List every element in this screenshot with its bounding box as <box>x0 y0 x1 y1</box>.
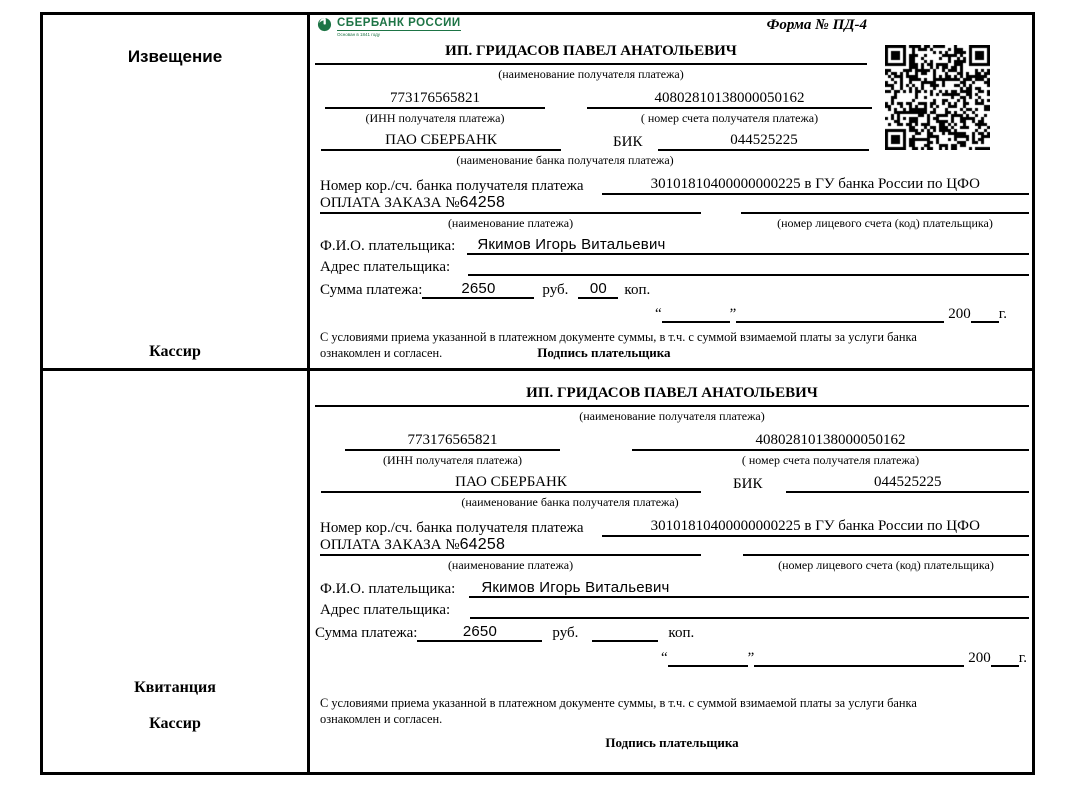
close-quote: ” <box>747 650 755 666</box>
year-prefix: 200 <box>948 306 971 322</box>
account-field: 40802810138000050162 <box>632 431 1029 451</box>
open-quote: “ <box>660 650 668 666</box>
agreement-line2: ознакомлен и согласен. <box>320 712 443 726</box>
close-quote: ” <box>729 306 737 322</box>
order-number-field: 64258 <box>459 536 506 553</box>
amount-kop-field: 00 <box>578 280 618 299</box>
notice-stub-column <box>43 15 310 371</box>
order-number-field: 64258 <box>459 194 506 211</box>
personal-account-caption: (номер лицевого счета (код) плательщика) <box>778 558 994 572</box>
payee-name-field: ИП. ГРИДАСОВ ПАВЕЛ АНАТОЛЬЕВИЧ <box>315 385 1029 407</box>
corr-account-label: Номер кор./сч. банка получателя платежа <box>320 520 584 536</box>
personal-account-caption: (номер лицевого счета (код) плательщика) <box>777 216 993 230</box>
sberbank-logo-tagline: Основан в 1841 году <box>337 32 381 37</box>
inn-field: 773176565821 <box>325 89 545 109</box>
bank-name-field: ПАО СБЕРБАНК <box>321 131 561 151</box>
bik-field: 044525225 <box>658 131 869 151</box>
account-caption: ( номер счета получателя платежа) <box>640 111 819 125</box>
sberbank-logo-icon <box>317 17 332 32</box>
receipt-label: Квитанция <box>134 679 216 696</box>
receipt-stub-column <box>43 371 310 772</box>
payment-name-label: ОПЛАТА ЗАКАЗА № <box>320 195 460 211</box>
payer-address-field <box>470 599 1029 619</box>
open-quote: “ <box>654 306 662 322</box>
payer-fio-field: Якимов Игорь Витальевич <box>469 579 1029 598</box>
inn-caption: (ИНН получателя платежа) <box>365 111 505 125</box>
signature-label-top: Подпись плательщика <box>537 345 671 360</box>
bank-caption: (наименование банка получателя платежа) <box>461 495 679 509</box>
receipt-section <box>310 371 1032 772</box>
inn-caption: (ИНН получателя платежа) <box>383 453 522 467</box>
year-suffix: г. <box>998 306 1007 322</box>
account-field: 40802810138000050162 <box>587 89 872 109</box>
cashier-label-bottom: Кассир <box>149 715 201 732</box>
payee-name-field: ИП. ГРИДАСОВ ПАВЕЛ АНАТОЛЬЕВИЧ <box>315 43 867 65</box>
amount-rub-field: 2650 <box>422 280 534 299</box>
agreement-line2: ознакомлен и согласен. <box>320 346 443 360</box>
kop-label: коп. <box>624 282 651 298</box>
qr-code <box>885 45 990 150</box>
date-day-field <box>662 305 730 323</box>
bank-name-field: ПАО СБЕРБАНК <box>321 473 701 493</box>
date-year-field <box>971 305 999 323</box>
rub-label: руб. <box>552 625 579 641</box>
corr-account-field: 30101810400000000225 в ГУ банка России по ЦФО <box>602 517 1029 537</box>
payer-fio-field: Якимов Игорь Витальевич <box>467 236 1029 255</box>
agreement-text <box>320 329 1029 361</box>
payer-address-label: Адрес плательщика: <box>320 602 451 618</box>
payee-name-caption: (наименование получателя платежа) <box>498 67 684 81</box>
bik-label: БИК <box>613 134 643 150</box>
account-caption: ( номер счета получателя платежа) <box>741 453 920 467</box>
date-month-field <box>754 649 964 667</box>
corr-account-field: 30101810400000000225 в ГУ банка России по ЦФО <box>602 175 1029 195</box>
notice-section <box>310 15 1032 371</box>
form-number: Форма № ПД-4 <box>766 17 867 33</box>
payer-fio-label: Ф.И.О. плательщика: <box>320 581 456 597</box>
year-prefix: 200 <box>968 650 991 666</box>
sum-label: Сумма платежа: <box>320 282 423 298</box>
personal-account-field <box>741 194 1029 214</box>
agreement-text <box>320 695 1029 727</box>
personal-account-field <box>743 536 1029 556</box>
date-month-field <box>736 305 944 323</box>
payment-caption: (наименование платежа) <box>447 216 574 230</box>
payer-fio-label: Ф.И.О. плательщика: <box>320 238 456 254</box>
bank-caption: (наименование банка получателя платежа) <box>456 153 674 167</box>
cashier-label-top: Кассир <box>149 343 201 360</box>
amount-rub-field: 2650 <box>417 623 542 642</box>
agreement-line1: С условиями приема указанной в платежном документе суммы, в т.ч. с суммой взимаемой платы за услуги банка <box>320 696 917 710</box>
payment-name-label: ОПЛАТА ЗАКАЗА № <box>320 537 460 553</box>
bik-field: 044525225 <box>786 473 1029 493</box>
payment-form-pd4 <box>40 12 1035 775</box>
payer-address-field <box>468 256 1029 276</box>
rub-label: руб. <box>542 282 569 298</box>
year-suffix: г. <box>1018 650 1027 666</box>
corr-account-label: Номер кор./сч. банка получателя платежа <box>320 178 584 194</box>
sum-label: Сумма платежа: <box>315 625 418 641</box>
agreement-line1: С условиями приема указанной в платежном документе суммы, в т.ч. с суммой взимаемой платы за услуги банка <box>320 330 917 344</box>
payer-address-label: Адрес плательщика: <box>320 259 451 275</box>
sberbank-logo <box>317 17 461 37</box>
kop-label: коп. <box>668 625 695 641</box>
notice-label: Извещение <box>127 47 223 66</box>
sberbank-logo-text: СБЕРБАНК РОССИИ <box>337 17 461 29</box>
inn-field: 773176565821 <box>345 431 560 451</box>
payment-caption: (наименование платежа) <box>447 558 574 572</box>
payee-name-caption: (наименование получателя платежа) <box>579 409 765 423</box>
date-day-field <box>668 649 748 667</box>
amount-kop-field <box>592 640 658 642</box>
bik-label: БИК <box>733 476 763 492</box>
date-year-field <box>991 649 1019 667</box>
signature-label-bottom: Подпись плательщика <box>605 735 739 750</box>
